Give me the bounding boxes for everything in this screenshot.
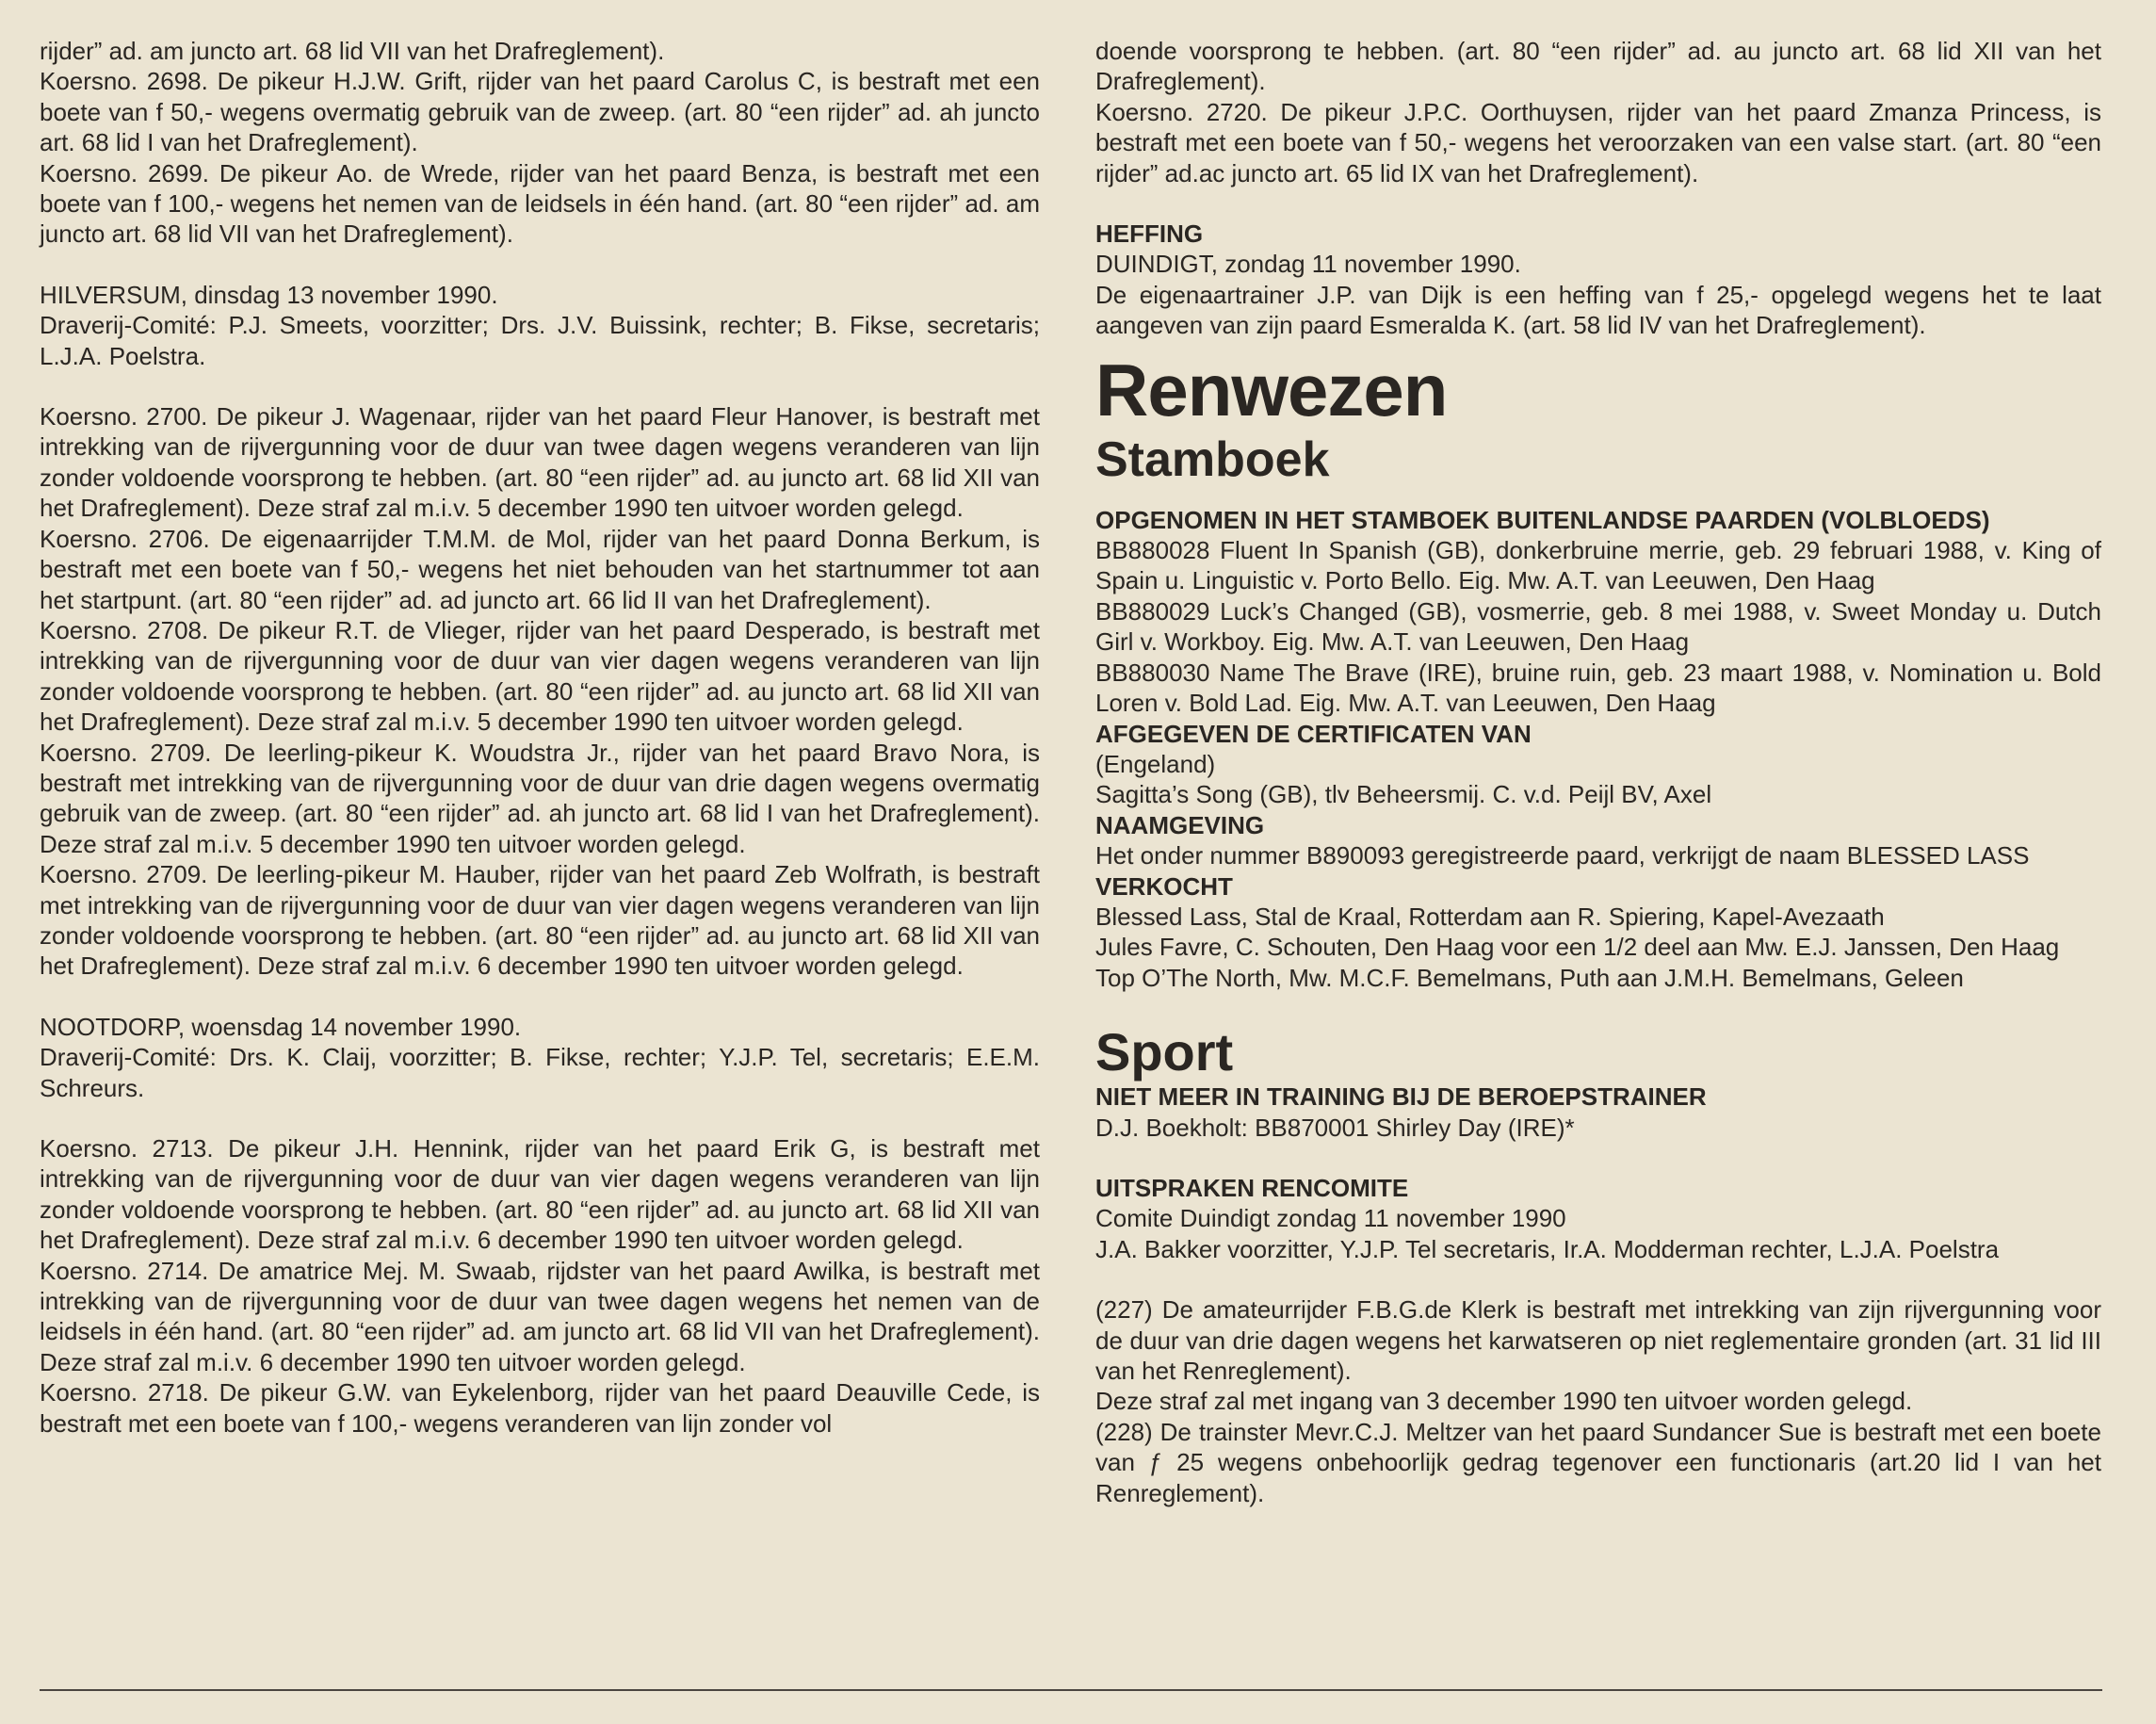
uitspraken-date: Comite Duindigt zondag 11 november 1990 xyxy=(1095,1204,1566,1233)
uitspraken-members: J.A. Bakker voorzitter, Y.J.P. Tel secretaris, Ir.A. Modderman rechter, L.J.A. Poelstra xyxy=(1095,1234,2000,1263)
paragraph: Koersno. 2708. De pikeur R.T. de Vlieger, rijder van het paard Desperado, is bestraft met intrekking van de rijvergunning voor de duur van vier dagen wegens veranderen van lijn zonder voldoende voorsprong te hebben. (art. 80 “een rijder” ad. au juncto art. 68 lid XII van het Drafreglement). Deze straf zal m.i.v. 5 december 1990 ten uitvoer worden gelegd. xyxy=(40,615,1040,737)
stamboek-entry: BB880028 Fluent In Spanish (GB), donkerbruine merrie, geb. 29 februari 1988, v. King of Spain u. Linguistic v. Porto Bello. Eig. Mw. A.T. van Leeuwen, Den Haag xyxy=(1095,536,2101,595)
ruling-227: (227) De amateurrijder F.B.G.de Klerk is bestraft met intrekking van zijn rijvergunning voor de duur van drie dagen wegens het karwatseren op niet reglementaire gronden (art. 31 lid III van het Renreglement). xyxy=(1095,1295,2101,1385)
paragraph: Koersno. 2720. De pikeur J.P.C. Oorthuysen, rijder van het paard Zmanza Princess, is bestraft met een boete van f 50,- wegens het veroorzaken van een valse start. (art. 80 “een rijder” ad.ac juncto art. 65 lid IX van het Drafreglement). xyxy=(1095,97,2101,187)
bottom-rule xyxy=(40,1689,2102,1691)
paragraph: Koersno. 2698. De pikeur H.J.W. Grift, rijder van het paard Carolus C, is bestraft met een boete van f 50,- wegens overmatig gebruik van de zweep. (art. 80 “een rijder” ad. ah juncto art. 68 lid I van het Drafreglement). xyxy=(40,67,1040,157)
verkocht-entry: Top O’The North, Mw. M.C.F. Bemelmans, Puth aan J.M.H. Bemelmans, Geleen xyxy=(1095,963,1964,992)
paragraph: Koersno. 2709. De leerling-pikeur K. Woudstra Jr., rijder van het paard Bravo Nora, is bestraft met intrekking van de rijvergunning voor de duur van drie dagen wegens overmatig gebruik van de zweep. (art. 80 “een rijder” ad. ah juncto art. 68 lid I van het Drafreglement). Deze straf zal m.i.v. 5 december 1990 ten uitvoer worden gelegd. xyxy=(40,738,1040,858)
opgenomen-heading: OPGENOMEN IN HET STAMBOEK BUITENLANDSE PAARDEN (VOLBLOEDS) xyxy=(1095,505,1990,534)
paragraph: Koersno. 2713. De pikeur J.H. Hennink, rijder van het paard Erik G, is bestraft met intrekking van de rijvergunning voor de duur van vier dagen wegens veranderen van lijn zonder voldoende voorsprong te hebben. (art. 80 “een rijder” ad. au juncto art. 68 lid XII van het Drafreglement). Deze straf zal m.i.v. 6 december 1990 ten uitvoer worden gelegd. xyxy=(40,1134,1040,1255)
uitspraken-heading: UITSPRAKEN RENCOMITE xyxy=(1095,1173,1409,1202)
naamgeving-heading: NAAMGEVING xyxy=(1095,810,1265,839)
heffing-text: De eigenaartrainer J.P. van Dijk is een heffing van f 25,- opgelegd wegens het te laat aangeven van zijn paard Esmeralda K. (art. 58 lid IV van het Drafreglement). xyxy=(1095,280,2101,340)
verkocht-entry: Blessed Lass, Stal de Kraal, Rotterdam aan R. Spiering, Kapel-Avezaath xyxy=(1095,902,1885,931)
committee: Draverij-Comité: Drs. K. Claij, voorzitter; B. Fikse, rechter; Y.J.P. Tel, secretaris; E.E.M. Schreurs. xyxy=(40,1043,1040,1102)
meeting-date: HILVERSUM, dinsdag 13 november 1990. xyxy=(40,280,498,309)
heffing-heading: HEFFING xyxy=(1095,220,1204,249)
paragraph: Koersno. 2699. De pikeur Ao. de Wrede, rijder van het paard Benza, is bestraft met een boete van f 100,- wegens het nemen van de leidsels in één hand. (art. 80 “een rijder” ad. am juncto art. 68 lid VII van het Drafreglement). xyxy=(40,158,1040,249)
renwezen-heading: Renwezen xyxy=(1095,348,1448,431)
certificaten-heading: AFGEGEVEN DE CERTIFICATEN VAN xyxy=(1095,719,1532,748)
paragraph: rijder” ad. am juncto art. 68 lid VII van het Drafreglement). xyxy=(40,37,665,65)
left-column xyxy=(40,36,1040,1439)
sport-heading: Sport xyxy=(1095,1022,1234,1082)
paragraph: Koersno. 2706. De eigenaarrijder T.M.M. de Mol, rijder van het paard Donna Berkum, is bestraft met een boete van f 50,- wegens het niet behouden van het startnummer tot aan het startpunt. (art. 80 “een rijder” ad. ad juncto art. 66 lid II van het Drafreglement). xyxy=(40,524,1040,614)
naamgeving-text: Het onder nummer B890093 geregistreerde paard, verkrijgt de naam BLESSED LASS xyxy=(1095,841,2030,870)
meeting-date: NOOTDORP, woensdag 14 november 1990. xyxy=(40,1012,522,1041)
paragraph: Koersno. 2709. De leerling-pikeur M. Hauber, rijder van het paard Zeb Wolfrath, is bestraft met intrekking van de rijvergunning voor de duur van vier dagen wegens veranderen van lijn zonder voldoende voorsprong te hebben. (art. 80 “een rijder” ad. au juncto art. 68 lid XII van het Drafreglement). Deze straf zal m.i.v. 6 december 1990 ten uitvoer worden gelegd. xyxy=(40,860,1040,981)
verkocht-heading: VERKOCHT xyxy=(1095,871,1233,901)
committee: Draverij-Comité: P.J. Smeets, voorzitter; Drs. J.V. Buissink, rechter; B. Fikse, secretaris; L.J.A. Poelstra. xyxy=(40,311,1040,370)
verkocht-entry: Jules Favre, C. Schouten, Den Haag voor een 1/2 deel aan Mw. E.J. Janssen, Den Haag xyxy=(1095,933,2060,962)
ruling-228: (228) De trainster Mevr.C.J. Meltzer van het paard Sundancer Sue is bestraft met een boete van ƒ 25 wegens onbehoorlijk gedrag tegenover een functionaris (art.20 lid I van het Renreglement). xyxy=(1095,1417,2101,1507)
ruling-227-note: Deze straf zal met ingang van 3 december 1990 ten uitvoer worden gelegd. xyxy=(1095,1387,1913,1416)
niet-meer-text: D.J. Boekholt: BB870001 Shirley Day (IRE)* xyxy=(1095,1113,1575,1142)
stamboek-entry: BB880029 Luck’s Changed (GB), vosmerrie, geb. 8 mei 1988, v. Sweet Monday u. Dutch Girl v. Workboy. Eig. Mw. A.T. van Leeuwen, Den Haag xyxy=(1095,596,2101,657)
stamboek-entry: BB880030 Name The Brave (IRE), bruine ruin, geb. 23 maart 1988, v. Nomination u. Bold Loren v. Bold Lad. Eig. Mw. A.T. van Leeuwen, Den Haag xyxy=(1095,658,2101,718)
certificaten-text: Sagitta’s Song (GB), tlv Beheersmij. C. v.d. Peijl BV, Axel xyxy=(1095,780,1712,809)
niet-meer-heading: NIET MEER IN TRAINING BIJ DE BEROEPSTRAINER xyxy=(1095,1082,1707,1112)
certificaten-country: (Engeland) xyxy=(1095,749,1216,778)
paragraph: Koersno. 2714. De amatrice Mej. M. Swaab, rijdster van het paard Awilka, is bestraft met intrekking van de rijvergunning voor de duur van twee dagen wegens het nemen van de leidsels in één hand. (art. 80 “een rijder” ad. am juncto art. 68 lid VII van het Drafreglement). Deze straf zal m.i.v. 6 december 1990 ten uitvoer worden gelegd. xyxy=(40,1256,1040,1376)
right-column xyxy=(1095,36,2101,1508)
paragraph: Koersno. 2718. De pikeur G.W. van Eykelenborg, rijder van het paard Deauville Cede, is bestraft met een boete van f 100,- wegens veranderen van lijn zonder vol xyxy=(40,1378,1040,1438)
paragraph: doende voorsprong te hebben. (art. 80 “een rijder” ad. au juncto art. 68 lid XII van het Drafreglement). xyxy=(1095,37,2101,96)
heffing-date: DUINDIGT, zondag 11 november 1990. xyxy=(1095,250,1521,279)
stamboek-heading: Stamboek xyxy=(1095,431,1330,487)
paragraph: Koersno. 2700. De pikeur J. Wagenaar, rijder van het paard Fleur Hanover, is bestraft met intrekking van de rijvergunning voor de duur van twee dagen wegens veranderen van lijn zonder voldoende voorsprong te hebben. (art. 80 “een rijder” ad. au juncto art. 68 lid XII van het Drafreglement). Deze straf zal m.i.v. 5 december 1990 ten uitvoer worden gelegd. xyxy=(40,402,1040,523)
